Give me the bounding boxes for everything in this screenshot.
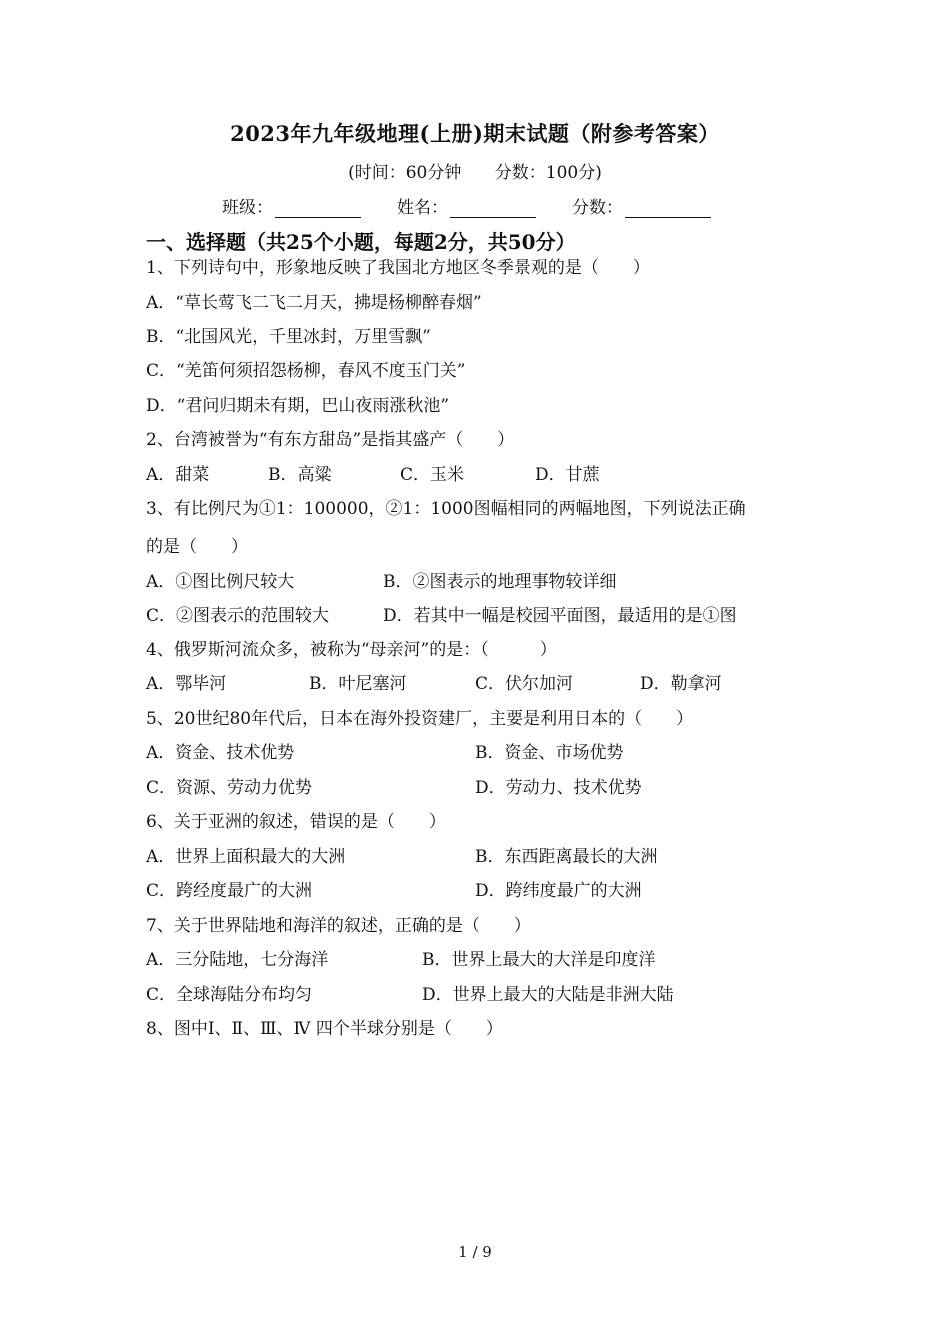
- question-5-option-d: D．劳动力、技术优势: [475, 778, 642, 798]
- question-1-option-b: B．“北国风光，千里冰封，万里雪飘”: [146, 327, 431, 347]
- name-label: 姓名：: [397, 198, 448, 218]
- question-5-option-c: C．资源、劳动力优势: [146, 778, 313, 798]
- question-8-stem: 8、图中Ⅰ、Ⅱ、Ⅲ、Ⅳ 四个半球分别是（ ）: [146, 1019, 503, 1039]
- class-blank: [275, 199, 361, 218]
- student-info: [222, 193, 747, 218]
- question-1-option-d: D．“君问归期未有期，巴山夜雨涨秋池”: [146, 396, 450, 416]
- question-6-option-c: C．跨经度最广的大洲: [146, 881, 313, 901]
- question-4-stem: 4、俄罗斯河流众多，被称为“母亲河”的是：（ ）: [146, 640, 557, 660]
- question-2-stem: 2、台湾被誉为“有东方甜岛”是指其盛产（ ）: [146, 430, 515, 450]
- question-7-stem: 7、关于世界陆地和海洋的叙述，正确的是（ ）: [146, 916, 531, 936]
- section-heading: 一、选择题（共25个小题，每题2分，共50分）: [146, 230, 576, 254]
- question-1-option-c: C．“羌笛何须招怨杨柳，春风不度玉门关”: [146, 361, 466, 381]
- question-2-option-d: D．甘蔗: [535, 465, 600, 485]
- score-blank: [625, 199, 711, 218]
- question-6-option-d: D．跨纬度最广的大洲: [475, 881, 642, 901]
- question-3-option-c: C．②图表示的范围较大: [146, 606, 330, 626]
- page-number: 1 / 9: [458, 1243, 492, 1261]
- question-7-option-a: A．三分陆地，七分海洋: [146, 950, 329, 970]
- question-7-option-d: D．世界上最大的大陆是非洲大陆: [422, 985, 674, 1005]
- question-3-option-d: D．若其中一幅是校园平面图，最适用的是①图: [383, 606, 737, 626]
- question-4-option-a: A．鄂毕河: [146, 674, 227, 694]
- question-6-stem: 6、关于亚洲的叙述，错误的是（ ）: [146, 812, 446, 832]
- question-4-option-b: B．叶尼塞河: [309, 674, 407, 694]
- score-field: [572, 193, 711, 218]
- question-3-stem-cont: 的是（ ）: [146, 537, 248, 557]
- question-7-option-c: C．全球海陆分布均匀: [146, 985, 313, 1005]
- question-2-option-c: C．玉米: [400, 465, 465, 485]
- question-5-option-b: B．资金、市场优势: [475, 743, 624, 763]
- name-blank: [450, 199, 536, 218]
- question-1-stem: 1、下列诗句中，形象地反映了我国北方地区冬季景观的是（ ）: [146, 258, 650, 278]
- question-4-option-c: C．伏尔加河: [475, 674, 574, 694]
- exam-meta: [0, 158, 950, 183]
- question-6-option-a: A．世界上面积最大的大洲: [146, 847, 346, 867]
- total-score: 分数：100分): [494, 163, 602, 183]
- question-2-option-a: A．甜菜: [146, 465, 210, 485]
- question-5-stem: 5、20世纪80年代后，日本在海外投资建厂，主要是利用日本的（ ）: [146, 709, 694, 729]
- question-2-option-b: B．高粱: [268, 465, 332, 485]
- class-label: 班级：: [222, 198, 273, 218]
- class-field: [222, 193, 361, 218]
- question-6-option-b: B．东西距离最长的大洲: [475, 847, 658, 867]
- question-4-option-d: D．勒拿河: [640, 674, 722, 694]
- question-1-option-a: A．“草长莺飞二飞二月天，拂堤杨柳醉春烟”: [146, 293, 482, 313]
- name-field: [397, 193, 536, 218]
- question-3-option-b: B．②图表示的地理事物较详细: [383, 572, 617, 592]
- score-label: 分数：: [572, 198, 623, 218]
- page-title: 2023年九年级地理(上册)期末试题（附参考答案）: [230, 121, 720, 146]
- question-3-stem: 3、有比例尺为①1：100000，②1：1000图幅相同的两幅地图，下列说法正确: [146, 499, 746, 519]
- question-3-option-a: A．①图比例尺较大: [146, 572, 295, 592]
- time-limit: (时间：60分钟: [348, 163, 462, 183]
- question-7-option-b: B．世界上最大的大洋是印度洋: [422, 950, 656, 970]
- question-5-option-a: A．资金、技术优势: [146, 743, 295, 763]
